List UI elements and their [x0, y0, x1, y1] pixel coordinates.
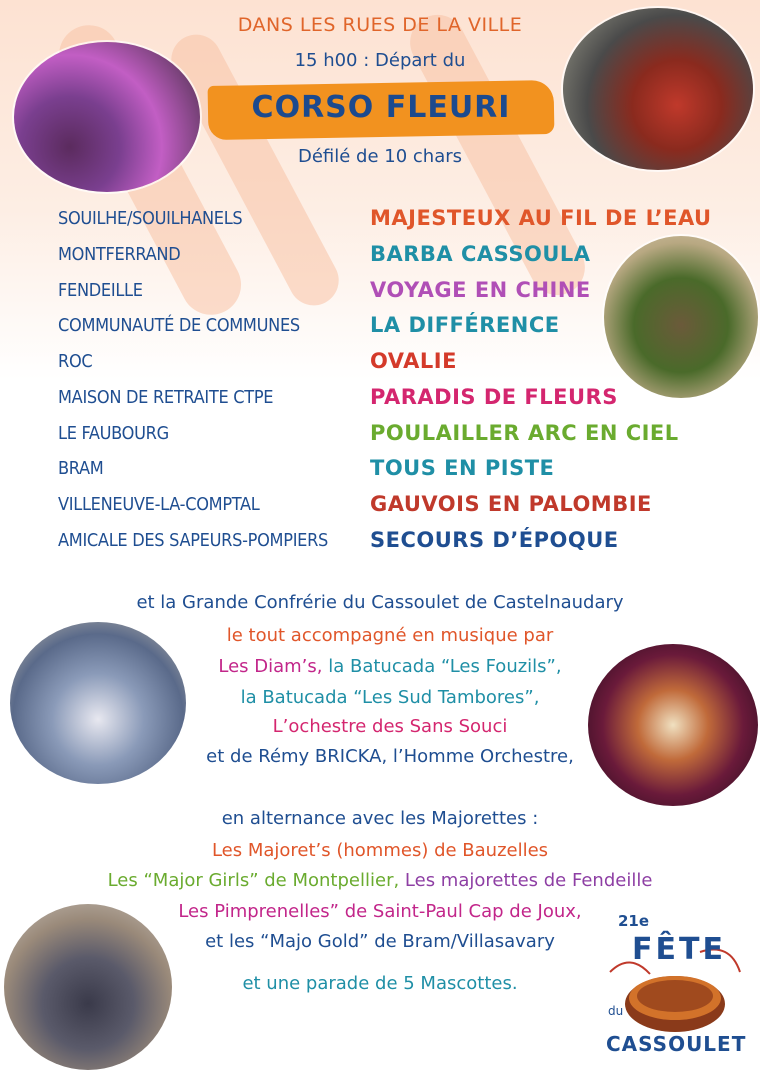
photo-barrel-float [604, 236, 758, 398]
music-diams: Les Diam’s, [218, 656, 323, 677]
float-theme: BARBA CASSOULA [370, 242, 591, 266]
float-commune: AMICALE DES SAPEURS-POMPIERS [58, 530, 329, 551]
logo-edition: 21e [618, 912, 650, 930]
float-commune: MONTFERRAND [58, 244, 181, 265]
float-theme: SECOURS D’ÉPOQUE [370, 528, 619, 552]
confrerie-line: et la Grande Confrérie du Cassoulet de Castelnaudary [136, 592, 624, 613]
header-kicker: DANS LES RUES DE LA VILLE [237, 14, 523, 36]
majorettes-line-3: Les Pimprenelles” de Saint-Paul Cap de Joux, [178, 901, 582, 922]
float-commune: SOUILHE/SOUILHANELS [58, 208, 243, 229]
float-theme: PARADIS DE FLEURS [370, 385, 618, 409]
mascottes-line: et une parade de 5 Mascottes. [242, 973, 518, 994]
majorettes-fendeille: Les majorettes de Fendeille [399, 870, 653, 891]
majorettes-line-1: Les Majoret’s (hommes) de Bauzelles [211, 840, 549, 861]
float-theme: POULAILLER ARC EN CIEL [370, 421, 679, 445]
float-commune: FENDEILLE [58, 280, 143, 301]
logo-du: du [608, 1004, 624, 1018]
music-fouzils: la Batucada “Les Fouzils”, [322, 656, 562, 677]
float-commune: ROC [58, 351, 93, 372]
majorettes-line-2 [0, 870, 760, 891]
logo-cassoulet: CASSOULET [606, 1032, 747, 1056]
float-theme: LA DIFFÉRENCE [370, 313, 560, 337]
music-line-1 [10, 656, 760, 677]
float-theme: TOUS EN PISTE [370, 456, 555, 480]
float-commune: LE FAUBOURG [58, 423, 169, 444]
page-title: CORSO FLEURI [251, 90, 511, 125]
majorettes-intro: en alternance avec les Majorettes : [221, 808, 539, 829]
float-commune: MAISON DE RETRAITE CTPE [58, 387, 274, 408]
logo-fete: FÊTE [632, 932, 726, 967]
float-theme: OVALIE [370, 349, 457, 373]
float-theme: MAJESTEUX AU FIL DE L’EAU [370, 206, 712, 230]
header-time: 15 h00 : Départ du [294, 50, 466, 71]
music-line-3: L’ochestre des Sans Souci [272, 716, 508, 737]
music-line-2: la Batucada “Les Sud Tambores”, [240, 687, 540, 708]
float-theme: VOYAGE EN CHINE [370, 278, 591, 302]
music-line-4: et de Rémy BRICKA, l’Homme Orchestre, [206, 746, 574, 767]
float-commune: BRAM [58, 458, 104, 479]
float-commune: COMMUNAUTÉ DE COMMUNES [58, 315, 300, 336]
majorettes-line-4: et les “Majo Gold” de Bram/Villasavary [205, 931, 555, 952]
float-theme: GAUVOIS EN PALOMBIE [370, 492, 652, 516]
fete-du-cassoulet-logo [600, 912, 750, 1072]
music-intro: le tout accompagné en musique par [226, 625, 554, 646]
major-girls: Les “Major Girls” de Montpellier, [107, 870, 400, 891]
header-subtitle: Défilé de 10 chars [297, 146, 463, 167]
float-commune: VILLENEUVE-LA-COMPTAL [58, 494, 260, 515]
